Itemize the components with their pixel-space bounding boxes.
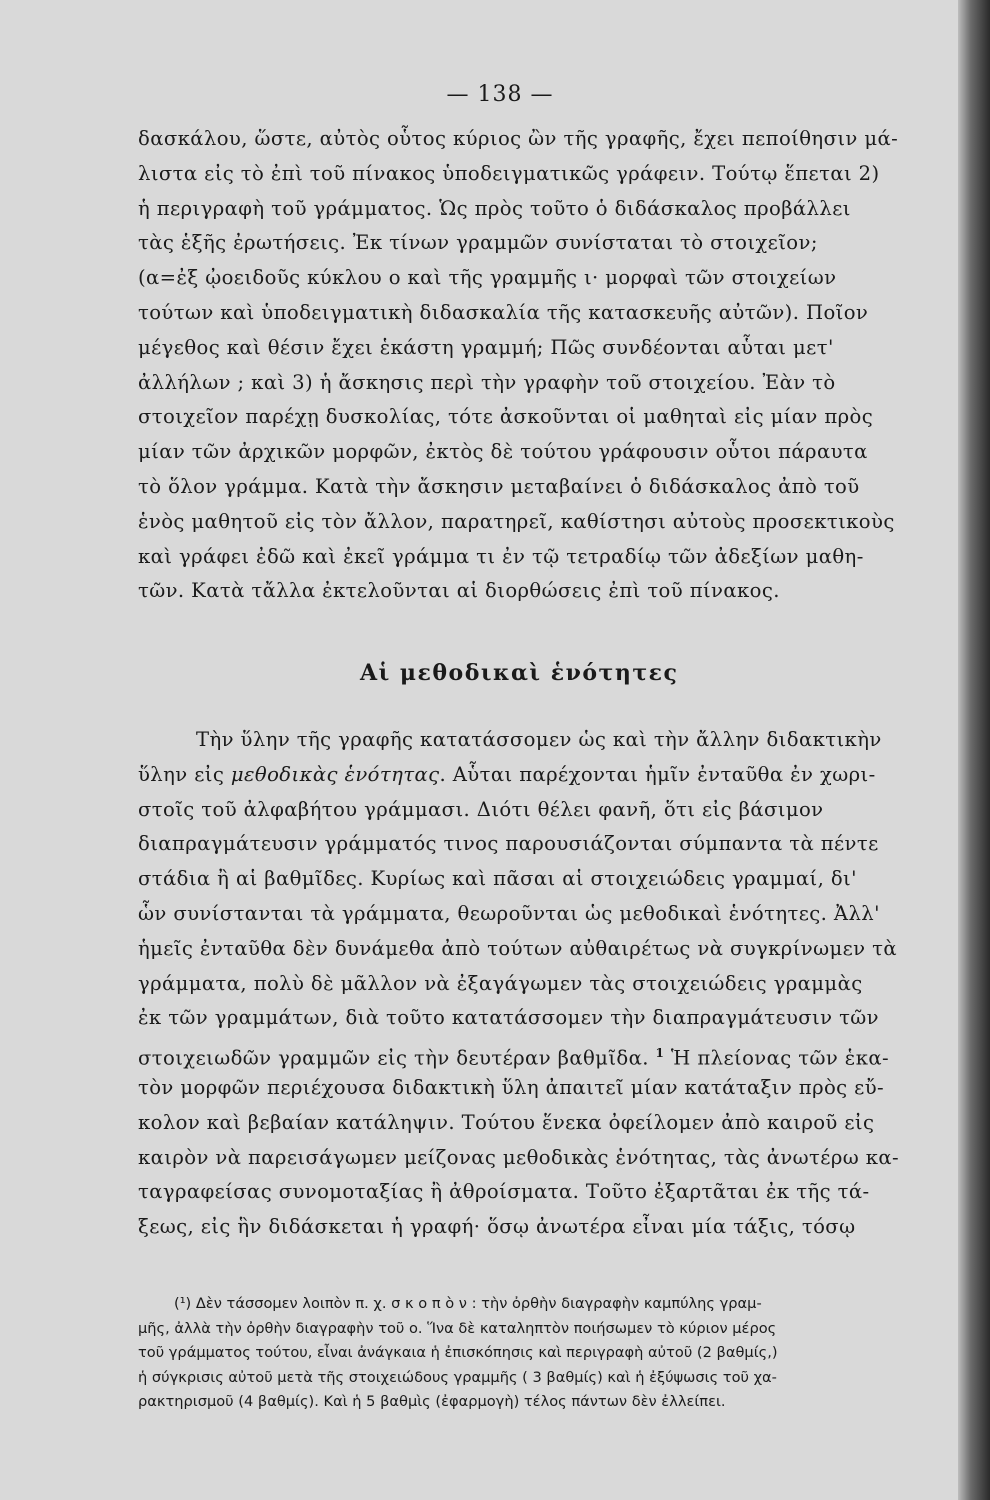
text-line: στοῖς τοῦ ἀλφαβήτου γράμμασι. Διότι θέλει φανῆ, ὅτι εἰς βάσιμον [138, 797, 824, 821]
text-line: τῶν. Κατὰ τἄλλα ἐκτελοῦνται αἱ διορθώσεις ἐπὶ τοῦ πίνακος. [138, 579, 780, 603]
text-line: ταγραφείσας συνομοταξίας ἢ ἀθροίσματα. Τοῦτο ἐξαρτᾶται ἐκ τῆς τά- [138, 1180, 870, 1204]
text-line: τὸν μορφῶν περιέχουσα διδακτικὴ ὕλη ἀπαιτεῖ μίαν κατάταξιν πρὸς εὔ- [138, 1075, 885, 1099]
text-line: ἡμεῖς ἐνταῦθα δὲν δυνάμεθα ἀπὸ τούτων αὐθαιρέτως νὰ συγκρίνωμεν τὰ [138, 936, 897, 960]
text-line: λιστα εἰς τὸ ἐπὶ τοῦ πίνακος ὑποδειγματικῶς γράφειν. Τούτῳ ἕπεται 2) [138, 161, 880, 185]
footnote-marker: 1 [655, 1046, 665, 1061]
footnote [138, 1292, 958, 1415]
text-line: στάδια ἢ αἱ βαθμῖδες. Κυρίως καὶ πᾶσαι αἱ στοιχειώδεις γραμμαί, δι' [138, 867, 857, 891]
text-line: μέγεθος καὶ θέσιν ἔχει ἑκάστη γραμμή; Πῶς συνδέονται αὗται μετ' [138, 335, 834, 359]
text-line: ὧν συνίστανται τὰ γράμματα, θεωροῦνται ὡς μεθοδικαὶ ἑνότητες. Ἀλλ' [138, 901, 880, 925]
text-line: τὸ ὅλον γράμμα. Κατὰ τὴν ἄσκησιν μεταβαίνει ὁ διδάσκαλος ἀπὸ τοῦ [138, 474, 860, 498]
text-line: διαπραγμάτευσιν γράμματός τινος παρουσιάζονται σύμπαντα τὰ πέντε [138, 832, 879, 856]
footnote-line: ρακτηρισμοῦ (4 βαθμίς). Καὶ ἡ 5 βαθμὶς (ἐφαρμογὴ) τέλος πάντων δὲν ἐλλείπει. [138, 1393, 726, 1410]
text-line: δασκάλου, ὥστε, αὐτὸς οὗτος κύριος ὢν τῆς γραφῆς, ἔχει πεποίθησιν μά- [138, 127, 899, 150]
text-line: καιρὸν νὰ παρεισάγωμεν μείζονας μεθοδικὰς ἑνότητας, τὰς ἀνωτέρω κα- [138, 1145, 900, 1169]
text-line: ἡ περιγραφὴ τοῦ γράμματος. Ὡς πρὸς τοῦτο ὁ διδάσκαλος προβάλλει [138, 196, 851, 220]
section-heading: Αἱ μεθοδικαὶ ἑνότητες [360, 660, 679, 686]
text-line: γράμματα, πολὺ δὲ μᾶλλον νὰ ἐξαγάγωμεν τὰς στοιχειώδεις γραμμὰς [138, 971, 863, 995]
text-run: Ἡ πλείονας τῶν ἑκα- [664, 1046, 889, 1070]
text-run: στοιχειωδῶν γραμμῶν εἰς τὴν δευτέραν βαθμῖδα. [138, 1046, 656, 1070]
text-line: καὶ γράφει ἐδῶ καὶ ἐκεῖ γράμμα τι ἐν τῷ τετραδίῳ τῶν ἀδεξίων μαθη- [138, 544, 864, 568]
text-line [138, 1036, 958, 1071]
text-line [138, 758, 958, 793]
footnote-line: τοῦ γράμματος τούτου, εἶναι ἀνάγκαια ἡ ἐπισκόπησις καὶ περιγραφὴ αὐτοῦ (2 βαθμίς,) [138, 1344, 778, 1361]
text-line: ξεως, εἰς ἣν διδάσκεται ἡ γραφή· ὅσῳ ἀνωτέρα εἶναι μία τάξις, τόσῳ [138, 1215, 856, 1239]
text-run: . Αὗται παρέχονται ἡμῖν ἐνταῦθα ἐν χωρι- [439, 762, 876, 786]
text-line: μίαν τῶν ἀρχικῶν μορφῶν, ἐκτὸς δὲ τούτου γράφουσιν οὗτοι πάραυτα [138, 440, 868, 464]
text-line: ἑνὸς μαθητοῦ εἰς τὸν ἄλλον, παρατηρεῖ, καθίστησι αὐτοὺς προσεκτικοὺς [138, 509, 895, 533]
text-line: ἀλλήλων ; καὶ 3) ἡ ἄσκησις περὶ τὴν γραφὴν τοῦ στοιχείου. Ἐὰν τὸ [138, 370, 836, 394]
paragraph-2 [138, 723, 958, 1245]
page-binding-edge [958, 0, 990, 1500]
page-number: — 138 — [446, 82, 554, 107]
footnote-line: ἡ σύγκρισις αὐτοῦ μετὰ τῆς στοιχειώδους γραμμῆς ( 3 βαθμίς) καὶ ἡ ἐξύψωσις τοῦ χα- [138, 1368, 777, 1386]
footnote-line: (¹) Δὲν τάσσομεν λοιπὸν π. χ. σ κ ο π ὸ ν : τὴν ὀρθὴν διαγραφὴν καμπύλης γραμ- [174, 1295, 762, 1312]
footnote-line: μῆς, ἀλλὰ τὴν ὀρθὴν διαγραφὴν τοῦ ο. Ἵνα δὲ καταληπτὸν ποιήσωμεν τὸ κύριον μέρος [138, 1319, 777, 1337]
text-line: τούτων καὶ ὑποδειγματικὴ διδασκαλία τῆς κατασκευῆς αὐτῶν). Ποῖον [138, 300, 869, 324]
paragraph-1 [138, 122, 958, 609]
text-line: Τὴν ὕλην τῆς γραφῆς κατατάσσομεν ὡς καὶ τὴν ἄλλην διδακτικὴν [196, 728, 882, 751]
text-line: (α=ἐξ ᾠοειδοῦς κύκλου ο καὶ τῆς γραμμῆς ι· μορφαὶ τῶν στοιχείων [138, 266, 837, 290]
text-line: στοιχεῖον παρέχῃ δυσκολίας, τότε ἀσκοῦνται οἱ μαθηταὶ εἰς μίαν πρὸς [138, 405, 874, 429]
text-line: κολον καὶ βεβαίαν κατάληψιν. Τούτου ἕνεκα ὀφείλομεν ἀπὸ καιροῦ εἰς [138, 1110, 875, 1134]
text-line: τὰς ἑξῆς ἐρωτήσεις. Ἐκ τίνων γραμμῶν συνίσταται τὸ στοιχεῖον; [138, 231, 818, 255]
text-line: ἐκ τῶν γραμμάτων, διὰ τοῦτο κατατάσσομεν τὴν διαπραγμάτευσιν τῶν [138, 1006, 879, 1030]
text-run: ὕλην εἰς [138, 762, 231, 786]
emphasized-term: μεθοδικὰς ἑνότητας [230, 762, 440, 786]
